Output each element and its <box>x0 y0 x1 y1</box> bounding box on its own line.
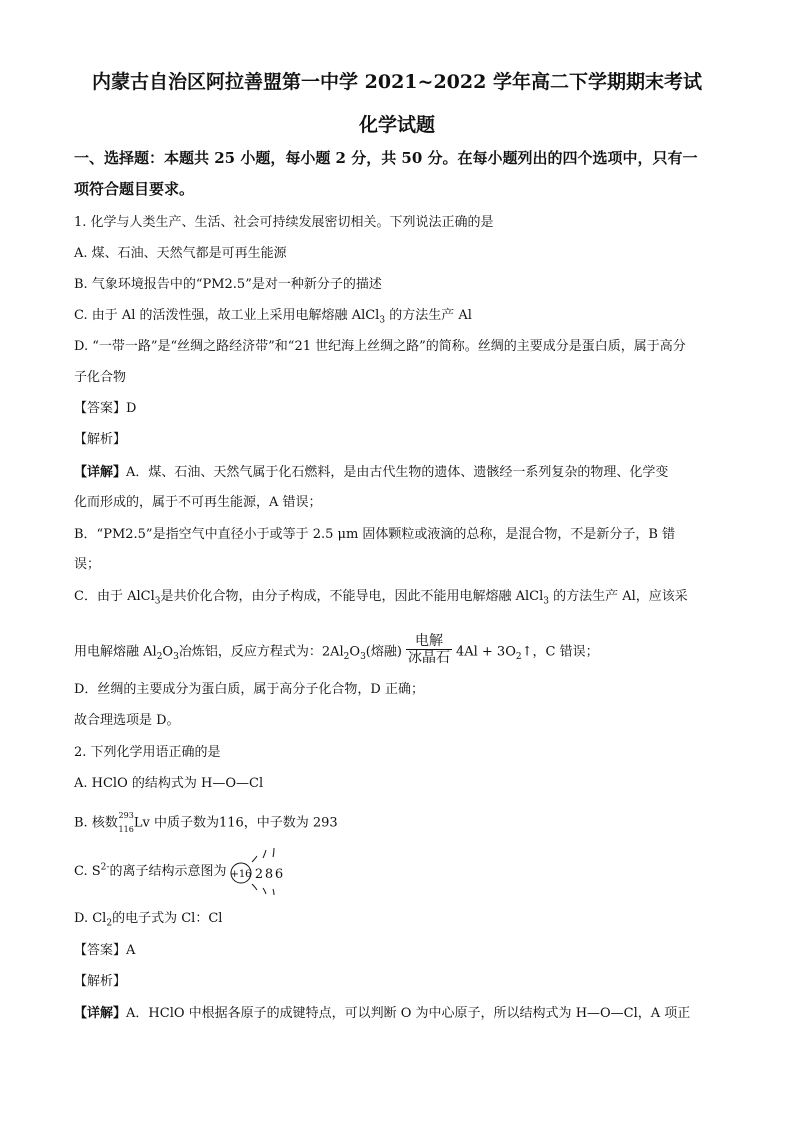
shell-electrons-2: 8 <box>264 867 274 882</box>
q2-option-d-pre: D. Cl <box>74 911 107 926</box>
q1-detail-b-line2: 误； <box>74 557 101 572</box>
q1-detail-c-line2: 用电解熔融 $Al_2O_3$冶炼铝，反应方程式为：$2Al_2O_3$(熔融) 电解 冰晶石 $4Al + 3O_2↑$，C 错误； <box>74 633 599 666</box>
q1-detail-c2-mid: 冶炼铝，反应方程式为：2Al <box>178 644 344 660</box>
q1-detail-c2-sub-d: 3 <box>360 652 366 663</box>
q2-detail-line1 <box>74 1006 690 1022</box>
q1-option-b: B. 气象环境报告中的“PM2.5”是对一种新分子的描述 <box>74 277 382 292</box>
exam-title: 内蒙古自治区阿拉善盟第一中学 2021~2022 学年高二下学期期末考试 <box>92 71 702 93</box>
q2-analysis-label: 【解析】 <box>74 974 127 989</box>
q1-option-a: A. 煤、石油、天然气都是可再生能源 <box>74 246 287 261</box>
q1-detail-c-line1 <box>74 589 688 605</box>
reaction-condition-bottom: 冰晶石 <box>407 650 450 666</box>
q2-answer: 【答案】A <box>74 943 136 958</box>
q2-option-c-pre: C. S <box>74 864 101 879</box>
reaction-condition-top: 电解 <box>406 633 452 650</box>
section-heading-line1: 一、选择题：本题共 25 小题，每小题 2 分，共 50 分。在每小题列出的四个选项中，只有一 <box>74 149 698 167</box>
q1-detail-c-post: 的方法生产 Al，应该采 <box>549 589 688 604</box>
q1-detail-c2-sub-e: 2 <box>515 652 522 663</box>
nucleus-charge: +16 <box>230 869 252 880</box>
q2-option-c <box>74 864 226 880</box>
q1-stem: 1. 化学与人类生产、生活、社会可持续发展密切相关。下列说法正确的是 <box>74 215 494 230</box>
q1-detail-c2-sub-a: 2 <box>156 652 163 663</box>
q1-analysis-label: 【解析】 <box>74 432 127 447</box>
ion-structure-diagram <box>228 845 298 895</box>
nuclide-mass-number: 293 <box>118 811 134 820</box>
q2-detail-text: A．HClO 中根据各原子的成键特点，可以判断 O 为中心原子，所以结构式为 H—O—Cl，A 项正 <box>126 1006 691 1021</box>
q1-option-c-pre: C. 由于 Al 的活泼性强，故工业上采用电解熔融 AlCl <box>74 308 380 323</box>
shell-arc-1-bottom <box>252 884 257 890</box>
q1-detail-c2-sub-b: 3 <box>173 652 179 663</box>
nuclide-notation <box>120 812 134 834</box>
q2-option-d-sub: 2 <box>106 918 113 929</box>
q1-detail-d: D．丝绸的主要成分为蛋白质，属于高分子化合物，D 正确； <box>74 682 424 697</box>
q1-detail-b-line1: B．“PM2.5”是指空气中直径小于或等于 2.5 μm 固体颗粒或液滴的总称，是混合物，不是新分子，B 错 <box>74 527 676 542</box>
q2-detail-prefix: 【详解】 <box>74 1006 127 1021</box>
q2-option-d <box>74 911 222 927</box>
q1-detail-c2-sub-c: 2 <box>343 652 350 663</box>
q1-option-d-line2: 子化合物 <box>74 370 127 385</box>
q1-answer: 【答案】D <box>74 401 137 416</box>
nuclide-symbol: Lv <box>133 815 150 831</box>
q1-detail-c2-end: ↑，C 错误； <box>521 644 599 660</box>
shell-electrons-3: 6 <box>274 867 284 882</box>
q1-option-c-sub: 3 <box>379 315 386 326</box>
nuclide-atomic-number: 116 <box>118 825 134 834</box>
q1-detail-c-pre: C．由于 AlCl <box>74 589 155 604</box>
q1-detail-a-text: A．煤、石油、天然气属于化石燃料，是由古代生物的遗体、遗骸经一系列复杂的物理、化学变 <box>126 465 669 480</box>
shell-arc-1-top <box>252 856 257 862</box>
q2-option-b <box>74 812 338 834</box>
q2-option-b-post: 中质子数为116，中子数为 293 <box>149 815 338 831</box>
reaction-condition <box>406 633 452 667</box>
q1-detail-a-line2: 化而形成的，属于不可再生能源，A 错误； <box>74 495 322 510</box>
q1-option-c <box>74 308 472 324</box>
q1-detail-c2-pre: 用电解熔融 Al <box>74 644 157 660</box>
q2-stem: 2. 下列化学用语正确的是 <box>74 745 221 760</box>
shell-arc-3-top <box>273 848 274 857</box>
exam-subtitle: 化学试题 <box>358 114 435 136</box>
q2-option-b-pre: B. 核数 <box>74 815 118 831</box>
q2-option-c-sup: 2- <box>100 862 110 873</box>
shell-arc-3-bottom <box>273 889 274 895</box>
q1-detail-a-line1 <box>74 465 668 481</box>
q1-option-c-post: 的方法生产 Al <box>385 308 472 323</box>
q2-option-c-post: 的离子结构示意图为 <box>109 864 227 879</box>
shell-electrons-1: 2 <box>254 867 264 882</box>
section-heading-line2: 项符合题目要求。 <box>74 180 195 198</box>
shell-arc-2-bottom <box>263 888 266 894</box>
q1-detail-c2-melt: (熔融) <box>365 644 402 660</box>
q1-detail-prefix: 【详解】 <box>74 465 127 480</box>
q2-option-d-post: 的电子式为 Cl：Cl <box>112 911 223 926</box>
shell-arc-2-top <box>263 850 266 858</box>
q1-conclusion: 故合理选项是 D。 <box>74 713 180 728</box>
q1-option-d-line1: D. “一带一路”是“丝绸之路经济带”和“21 世纪海上丝绸之路”的简称。丝绸的主要成分是蛋白质，属于高分 <box>74 339 686 354</box>
q1-detail-c2-post: 4Al + 3O <box>455 644 516 660</box>
q1-detail-c-sub1: 3 <box>154 596 161 607</box>
q1-detail-c-sub2: 3 <box>543 596 549 607</box>
q2-option-a: A. HClO 的结构式为 H—O—Cl <box>74 776 264 791</box>
q1-detail-c-mid: 是共价化合物，由分子构成，不能导电，因此不能用电解熔融 AlCl <box>160 589 544 604</box>
